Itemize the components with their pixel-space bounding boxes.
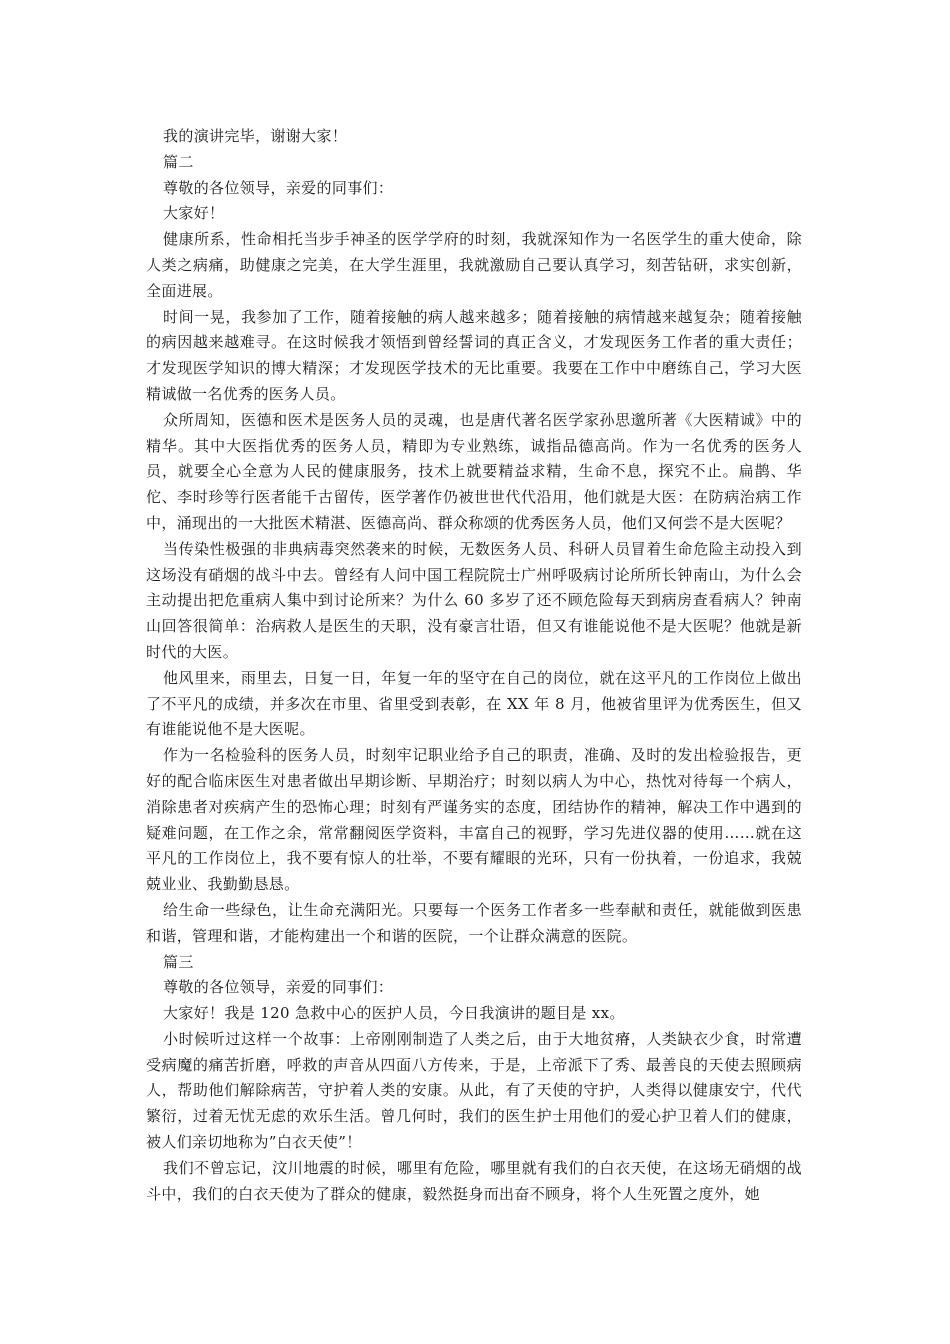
paragraph: 时间一晃，我参加了工作，随着接触的病人越来越多；随着接触的病情越来越复杂；随着接触的病因越来越难寻。在这时候我才领悟到曾经誓词的真正含义，才发现医务工作者的重大责任；才发现医学知识的博大精深；才发现医学技术的无比重要。我要在工作中中磨练自己，学习大医精诚做一名优秀的医务人员。 [146,307,802,403]
paragraph: 我的演讲完毕，谢谢大家！ [163,127,348,145]
paragraph: 大家好！我是 120 急救中心的医护人员，今日我演讲的题目是 xx。 [163,1004,625,1023]
paragraph: 当传染性极强的非典病毒突然袭来的时候，无数医务人员、科研人员冒着生命危险主动投入到这场没有硝烟的战斗中去。曾经有人问中国工程院院士广州呼吸病讨论所所长钟南山，为什么会主动提出把危重病人集中到讨论所来？为什么 60 多岁了还不顾危险每天到病房查看病人？钟南山回答很简单：治病救人是医生的天职，没有豪言壮语，但又有谁能说他不是大医呢？他就是新时代的大医。 [146,539,802,661]
document-page [146,124,802,1207]
paragraph: 我们不曾忘记，汶川地震的时候，哪里有危险，哪里就有我们的白衣天使，在这场无硝烟的战斗中，我们的白衣天使为了群众的健康，毅然挺身而出奋不顾身，将个人生死置之度外，她 [146,1158,802,1203]
paragraph: 他风里来，雨里去，日复一日，年复一年的坚守在自己的岗位，就在这平凡的工作岗位上做出了不平凡的成绩，并多次在市里、省里受到表彰，在 XX 年 8 月，他被省里评为优秀医生，但又有谁能说他不是大医呢。 [146,668,802,739]
paragraph: 众所周知，医德和医术是医务人员的灵魂，也是唐代著名医学家孙思邈所著《大医精诚》中的精华。其中大医指优秀的医务人员，精即为专业熟练，诚指品德高尚。作为一名优秀的医务人员，就要全心全意为人民的健康服务，技术上就要精益求精，生命不息，探究不止。扁鹊、华佗、李时珍等行医者能千古留传，医学著作仍被世世代代沿用，他们就是大医：在防病治病工作中，涌现出的一大批医术精湛、医德高尚、群众称颂的优秀医务人员，他们又何尝不是大医呢？ [146,410,802,532]
section-heading: 篇三 [163,952,194,971]
salutation: 尊敬的各位领导，亲爱的同事们： [163,178,394,197]
salutation: 尊敬的各位领导，亲爱的同事们： [163,978,394,997]
section-heading: 篇二 [163,152,194,171]
paragraph: 小时候听过这样一个故事：上帝刚刚制造了人类之后，由于大地贫瘠，人类缺衣少食，时常遭受病魔的痛苦折磨，呼救的声音从四面八方传来，于是，上帝派下了秀、最善良的天使去照顾病人，帮助他们解除病苦，守护着人类的安康。从此，有了天使的守护，人类得以健康安宁，代代繁衍，过着无忧无虑的欢乐生活。曾几何时，我们的医生护士用他们的爱心护卫着人们的健康，被人们亲切地称为”白衣天使”！ [146,1029,802,1152]
greeting: 大家好！ [163,204,225,223]
paragraph: 健康所系，性命相托当步手神圣的医学学府的时刻，我就深知作为一名医学生的重大使命，除人类之病痛，助健康之完美，在大学生涯里，我就激励自己要认真学习，刻苦钻研，求实创新，全面进展。 [146,230,802,300]
paragraph: 作为一名检验科的医务人员，时刻牢记职业给予自己的职责，准确、及时的发出检验报告，更好的配合临床医生对患者做出早期诊断、早期治疗；时刻以病人为中心，热忱对待每一个病人，消除患者对疾病产生的恐怖心理；时刻有严谨务实的态度，团结协作的精神，解决工作中遇到的疑难问题，在工作之余，常常翻阅医学资料，丰富自己的视野，学习先进仪器的使用……就在这平凡的工作岗位上，我不要有惊人的壮举，不要有耀眼的光环，只有一份执着，一份追求，我兢兢业业、我勤勤恳恳。 [146,746,802,894]
paragraph: 给生命一些绿色，让生命充满阳光。只要每一个医务工作者多一些奉献和责任，就能做到医患和谐，管理和谐，才能构建出一个和谐的医院，一个让群众满意的医院。 [146,900,802,945]
